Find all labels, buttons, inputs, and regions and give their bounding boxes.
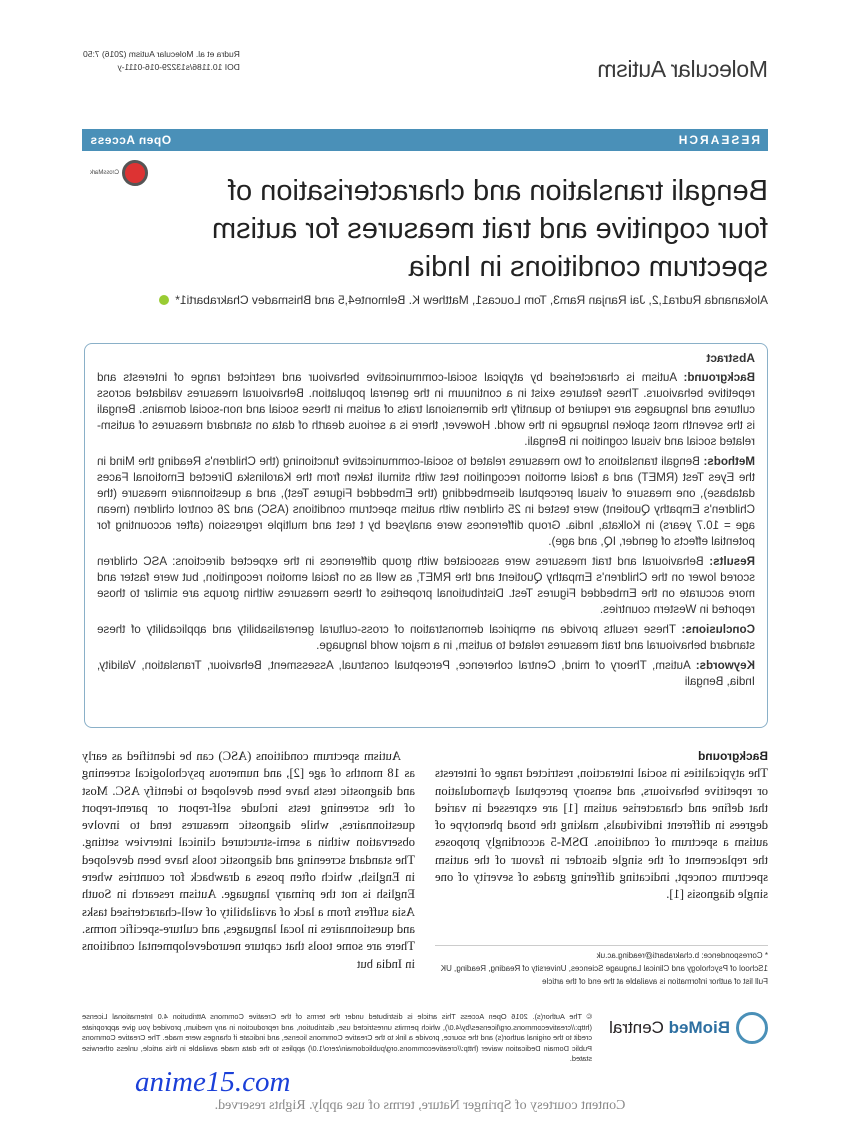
research-label: RESEARCH: [676, 133, 760, 147]
methods-label: Methods:: [703, 455, 755, 468]
courtesy-footer: Content courtesy of Springer Nature, terms of use apply. Rights reserved.: [214, 1098, 626, 1113]
background-heading: Background: [697, 749, 768, 763]
biomed-logo-icon: [736, 1012, 768, 1044]
background-text: Autism is characterised by atypical social-communicative behaviour and restricted range of interests and repetitive behaviours. These features exist in a continuum in the general population. Behavioural measures validated across cultures and languages are required to quantify the dimensional traits of autism in these social and non-social domains. Bengali is the seventh most spoken language in the world. However, there is a serious dearth of data on standard measures of autism-related social and visual cognition in Bengali.: [97, 371, 755, 448]
abstract-conclusions: [97, 622, 755, 654]
conclusions-text: These results provide an empirical demonstration of cross-cultural generalisability and applicability of these standard behavioural and trait measures related to autism, in a major world language.: [97, 623, 755, 652]
results-text: Behavioural and trait measures were associated with group differences in the expected directions: ASC children scored lower on the Children's Empathy Quotient and the RMET, as well as on facial emotion recognition, but were faster and more accurate on the Embedded Figures Test. Distributional properties of these measures within groups are similar to those reported in Western countries.: [97, 555, 755, 616]
citation-line: Rudra et al. Molecular Autism (2016) 7:50: [83, 49, 240, 59]
biomed-central-logo: [609, 1012, 768, 1044]
authors-text: Alokananda Rudra1,2, Jai Ranjan Ram3, Tom Loucas1, Matthew K. Belmonte4,5 and Bhismadev Chakrabarti1*: [175, 293, 768, 307]
body-right-column: Autism spectrum conditions (ASC) can be identified as early as 18 months of age [2], and numerous psychological screening and diagnostic tests have been developed to identify ASC. Most of the screening tests include self-report or parent-report questionnaires, while diagnostic measures tend to involve observation within a semi-structured clinical interview setting. The standard screening and diagnostic tools have been developed in English, which often poses a drawback for countries where English is not the primary language. Autism research in South Asia suffers from a lack of availability of well-characterised tasks and questionnaires in local languages, and culture-specific norms. There are some tools that capture neurodevelopmental conditions in India but: [82, 749, 415, 971]
background-label: Background:: [683, 371, 755, 384]
abstract-keywords: [97, 658, 755, 690]
affiliation-note: 1School of Psychology and Clinical Language Sciences, University of Reading, Reading, UK: [440, 964, 768, 973]
results-label: Results:: [709, 555, 755, 568]
citation-block: [83, 48, 240, 74]
body-left-column: [435, 748, 768, 904]
article-type-banner: [82, 129, 768, 151]
crossmark-label: CrossMark: [90, 170, 120, 176]
open-access-label: Open Access: [90, 133, 172, 147]
background-paragraph: The atypicalities in social interaction, restricted range of interests or repetitive behaviours, and sensory perceptual dysmodulation that define and characterise autism [1] are expressed in varied degrees in different individuals, making the broad phenotype of autism a spectrum of conditions. DSM-5 accordingly proposes the replacement of the single disorder in favour of the autism spectrum concept, indicating differing grades of severity of one single diagnosis [1].: [435, 766, 768, 902]
footnotes: [435, 945, 768, 989]
keywords-label: Keywords:: [695, 659, 755, 672]
orcid-icon[interactable]: [159, 295, 169, 305]
abstract-results: [97, 554, 755, 618]
conclusions-label: Conclusions:: [681, 623, 755, 636]
abstract-box: [84, 343, 768, 728]
author-info-note: Full list of author information is available at the end of the article: [542, 977, 768, 986]
abstract-background: [97, 370, 755, 450]
license-statement: © The Author(s). 2016 Open Access This article is distributed under the terms of the Creative Commons Attribution 4.0 International License (http://creativecommons.org/licenses/by/4.0/), which permits unrestricted use, distribution, and reproduction in any medium, provided you give appropriate credit to the original author(s) and the source, provide a link to the Creative Commons license, and indicate if changes were made. The Creative Commons Public Domain Dedication waiver (http://creativecommons.org/publicdomain/zero/1.0/) applies to the data made available in this article, unless otherwise stated.: [82, 1012, 592, 1063]
article-title: Bengali translation and characterisation of four cognitive and trait measures for autism spectrum conditions in India: [211, 175, 768, 283]
crossmark-badge[interactable]: [90, 160, 148, 186]
abstract-methods: [97, 454, 755, 550]
biomed-logo-text: BioMed Central: [609, 1018, 730, 1037]
watermark: anime15.com: [135, 1066, 291, 1098]
keywords-text: Autism, Theory of mind, Central coherence, Perceptual construal, Assessment, Behaviour, Translation, Validity, India, Bengali: [97, 659, 755, 688]
crossmark-icon: [122, 160, 148, 186]
doi-line: DOI 10.1186/s13229-016-0111-y: [117, 62, 240, 72]
correspondence-note: * Correspondence: b.chakrabarti@reading.ac.uk: [596, 951, 768, 960]
journal-name: Molecular Autism: [597, 56, 768, 82]
methods-text: Bengali translations of two measures related to social-communicative functioning (the Children's Reading the Mind in the Eyes Test (RMET) and a facial emotion recognition test with stimuli taken from the Karolinska Directed Emotional Faces database), one measure of visual perceptual disembedding (the Embedded Figures Test), and a questionnaire measure (the Children's Empathy Quotient) were tested in 25 children with autism spectrum conditions (ASC) and 26 control children (mean age = 10.7 years) in Kolkata, India. Group differences were analysed by t test and multiple regression (after accounting for potential effects of gender, IQ, and age).: [97, 455, 755, 548]
abstract-heading: Abstract: [706, 351, 755, 365]
author-list: [78, 293, 768, 307]
